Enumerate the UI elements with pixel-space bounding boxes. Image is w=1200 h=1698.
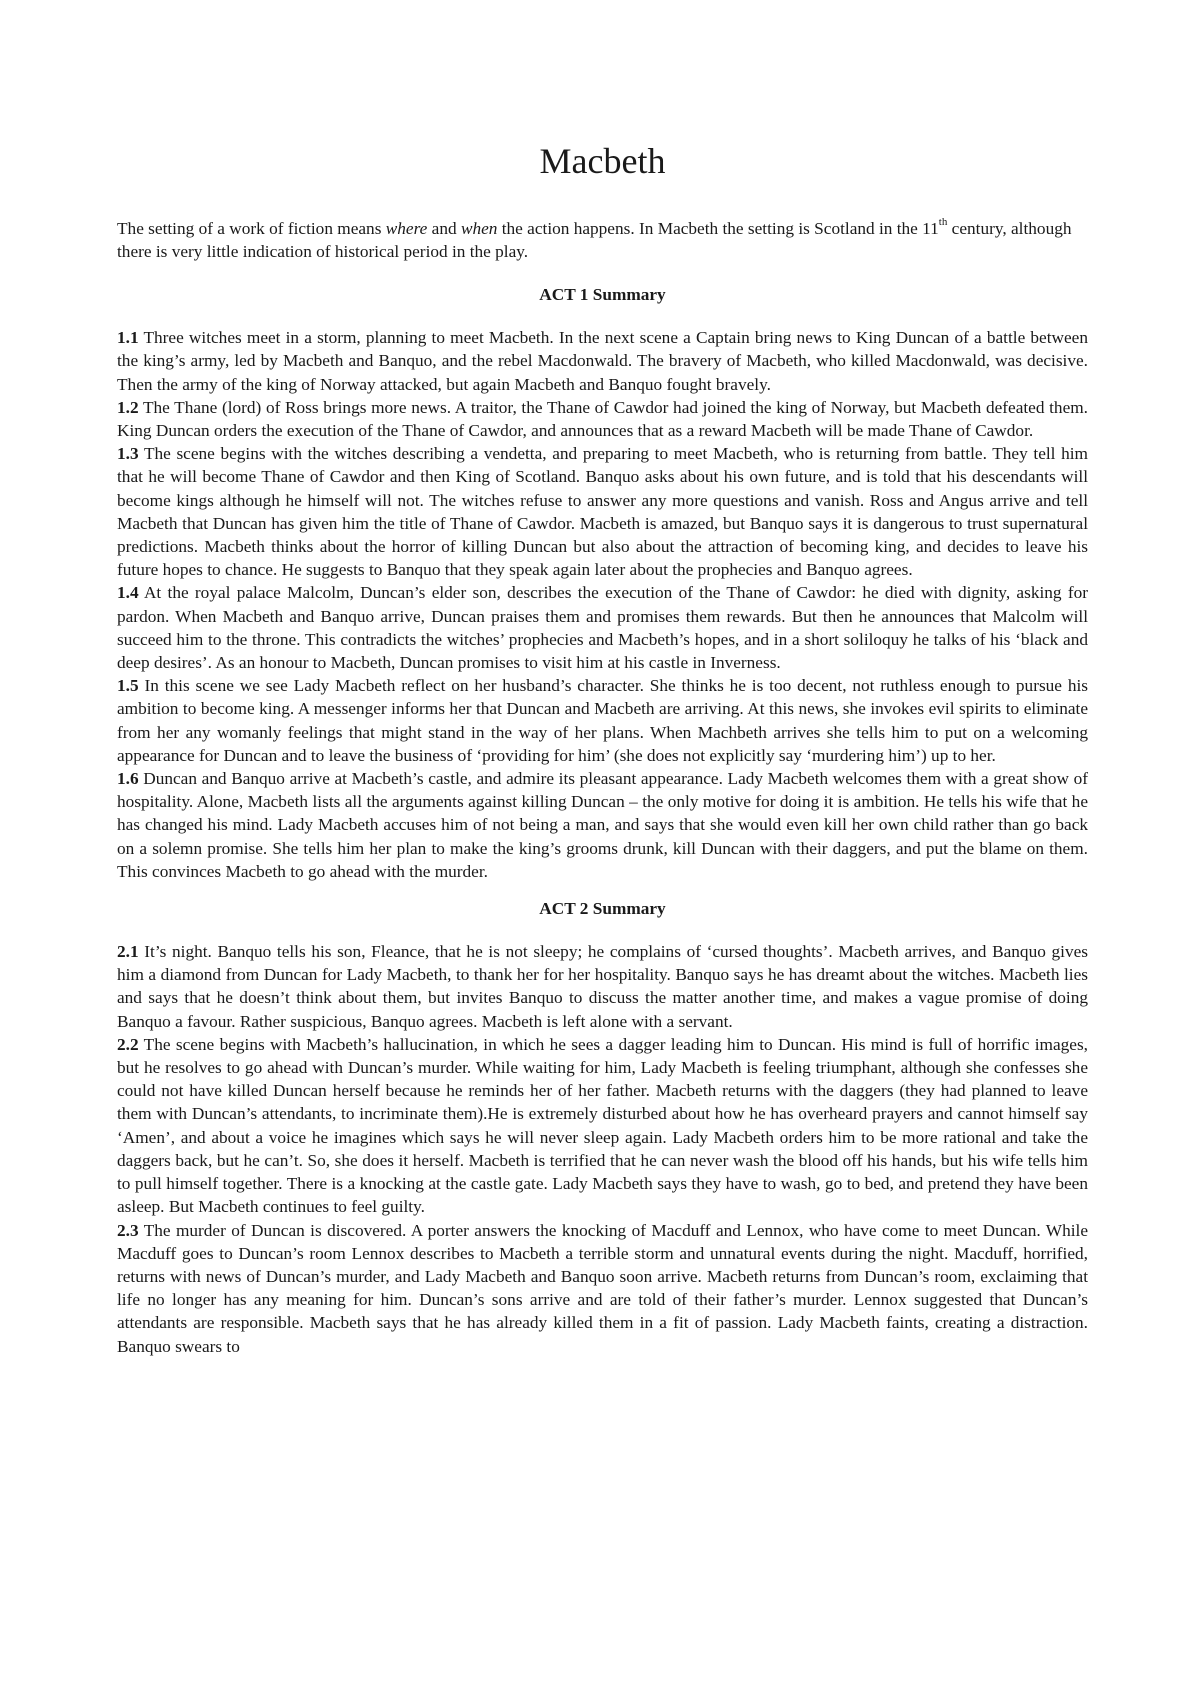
scene-paragraph	[117, 940, 1088, 1033]
scene-paragraph	[117, 442, 1088, 581]
scene-paragraph	[117, 396, 1088, 442]
intro-emphasis-where: where	[385, 219, 428, 239]
scene-paragraph	[117, 326, 1088, 396]
act-2-section	[117, 897, 1088, 1358]
scene-text: The scene begins with Macbeth’s hallucination, in which he sees a dagger leading him to Duncan. His mind is full of horrific images, but he resolves to go ahead with Duncan’s murder. While waiting for him, Lady Macbeth is feeling triumphant, although she confesses she could not have killed Duncan herself because he reminds her of her father. Macbeth returns with the daggers (they had planned to leave them with Duncan’s attendants, to incriminate them).He is extremely disturbed about how he has overheard prayers and cannot himself say ‘Amen’, and about a voice he imagines which says he will never sleep again. Lady Macbeth orders him to be more rational and take the daggers back, but he can’t. So, she does it herself. Macbeth is terrified that he can never wash the blood off his hands, but his wife tells him to pull himself together. There is a knocking at the castle gate. Lady Macbeth says they have to wash, go to bed, and pretend they have been asleep. But Macbeth continues to feel guilty.	[117, 1034, 1088, 1217]
scene-number: 2.2	[117, 1034, 139, 1054]
document-title: Macbeth	[539, 141, 666, 181]
intro-superscript: th	[938, 216, 948, 229]
scene-text: The scene begins with the witches describing a vendetta, and preparing to meet Macbeth, who is returning from battle. They tell him that he will become Thane of Cawdor and then King of Scotland. Banquo asks about his own future, and is told that his descendants will become kings although he himself will not. The witches refuse to answer any more questions and vanish. Ross and Angus arrive and tell Macbeth that Duncan has given him the title of Thane of Cawdor. Macbeth is amazed, but Banquo says it is dangerous to trust supernatural predictions. Macbeth thinks about the horror of killing Duncan but also about the attraction of becoming king, and decides to leave his future hopes to chance. He suggests to Banquo that they speak again later about the prophecies and Banquo agrees.	[117, 444, 1088, 580]
scene-text: The Thane (lord) of Ross brings more news. A traitor, the Thane of Cawdor had joined the king of Norway, but Macbeth defeated them. King Duncan orders the execution of the Thane of Cawdor, and announces that as a reward Macbeth will be made Thane of Cawdor.	[117, 397, 1088, 440]
scene-number: 1.5	[117, 676, 139, 696]
intro-paragraph	[117, 217, 1088, 263]
scene-text: It’s night. Banquo tells his son, Fleance, that he is not sleepy; he complains of ‘cursed thoughts’. Macbeth arrives, and Banquo gives him a diamond from Duncan for Lady Macbeth, to thank her for her hospitality. Banquo says he has dreamt about the witches. Macbeth lies and says that he doesn’t think about them, but invites Banquo to discuss the matter another time, and makes a vague promise of doing Banquo a favour. Rather suspicious, Banquo agrees. Macbeth is left alone with a servant.	[117, 942, 1088, 1031]
scene-paragraph	[117, 1033, 1088, 1219]
scene-number: 1.6	[117, 769, 139, 789]
act-1-heading: ACT 1 Summary	[539, 285, 666, 305]
intro-text-4: century, although there is very little indication of historical period in the play.	[117, 219, 1072, 262]
scene-text: Three witches meet in a storm, planning to meet Macbeth. In the next scene a Captain bring news to King Duncan of a battle between the king’s army, led by Macbeth and Banquo, and the rebel Macdonwald. The bravery of Macbeth, who killed Macdonwald, was decisive. Then the army of the king of Norway attacked, but again Macbeth and Banquo fought bravely.	[117, 328, 1088, 394]
scene-number: 1.3	[117, 444, 139, 464]
scene-paragraph	[117, 1219, 1088, 1358]
scene-text: In this scene we see Lady Macbeth reflect on her husband’s character. She thinks he is too decent, not ruthless enough to pursue his ambition to become king. A messenger informs her that Duncan and Macbeth are arriving. At this news, she invokes evil spirits to eliminate from her any womanly feelings that might stand in the way of her plans. When Machbeth arrives she tells him to put on a welcoming appearance for Duncan and to leave the business of ‘providing for him’ (she does not explicitly say ‘murdering him’) up to her.	[117, 676, 1088, 765]
intro-text-1: The setting of a work of fiction means	[117, 219, 386, 239]
scene-number: 1.4	[117, 583, 139, 603]
scene-text: At the royal palace Malcolm, Duncan’s elder son, describes the execution of the Thane of Cawdor: he died with dignity, asking for pardon. When Macbeth and Banquo arrive, Duncan praises them and promises them rewards. But then he announces that Malcolm will succeed him to the throne. This contradicts the witches’ prophecies and Macbeth’s hopes, and in a short soliloquy he talks of his ‘black and deep desires’. As an honour to Macbeth, Duncan promises to visit him at his castle in Inverness.	[117, 583, 1088, 673]
intro-text-2: and	[427, 219, 461, 239]
scene-paragraph	[117, 581, 1088, 674]
scene-number: 1.2	[117, 397, 139, 417]
scene-number: 2.1	[117, 942, 139, 962]
scene-text: Duncan and Banquo arrive at Macbeth’s castle, and admire its pleasant appearance. Lady Macbeth welcomes them with a great show of hospitality. Alone, Macbeth lists all the arguments against killing Duncan – the only motive for doing it is ambition. He tells his wife that he has changed his mind. Lady Macbeth accuses him of not being a man, and says that she would even kill her own child rather than go back on a solemn promise. She tells him her plan to make the king’s grooms drunk, kill Duncan with their daggers, and put the blame on them. This convinces Macbeth to go ahead with the murder.	[117, 769, 1088, 881]
scene-paragraph	[117, 674, 1088, 767]
intro-emphasis-when: when	[460, 219, 498, 239]
scene-text: The murder of Duncan is discovered. A porter answers the knocking of Macduff and Lennox, who have come to meet Duncan. While Macduff goes to Duncan’s room Lennox describes to Macbeth a terrible storm and unnatural events during the night. Macduff, horrified, returns with news of Duncan’s murder, and Lady Macbeth and Banquo soon arrive. Macbeth returns from Duncan’s room, exclaiming that life no longer has any meaning for him. Duncan’s sons arrive and are told of their father’s murder. Lennox suggested that Duncan’s attendants are responsible. Macbeth says that he has already killed them in a fit of passion. Lady Macbeth faints, creating a distraction. Banquo swears to	[117, 1220, 1088, 1356]
scene-number: 2.3	[117, 1220, 139, 1240]
intro-text-3: the action happens. In Macbeth the setting is Scotland in the 11	[497, 219, 939, 239]
act-1-section	[117, 283, 1088, 883]
scene-number: 1.1	[117, 328, 139, 348]
scene-paragraph	[117, 767, 1088, 883]
act-2-heading: ACT 2 Summary	[539, 899, 666, 919]
